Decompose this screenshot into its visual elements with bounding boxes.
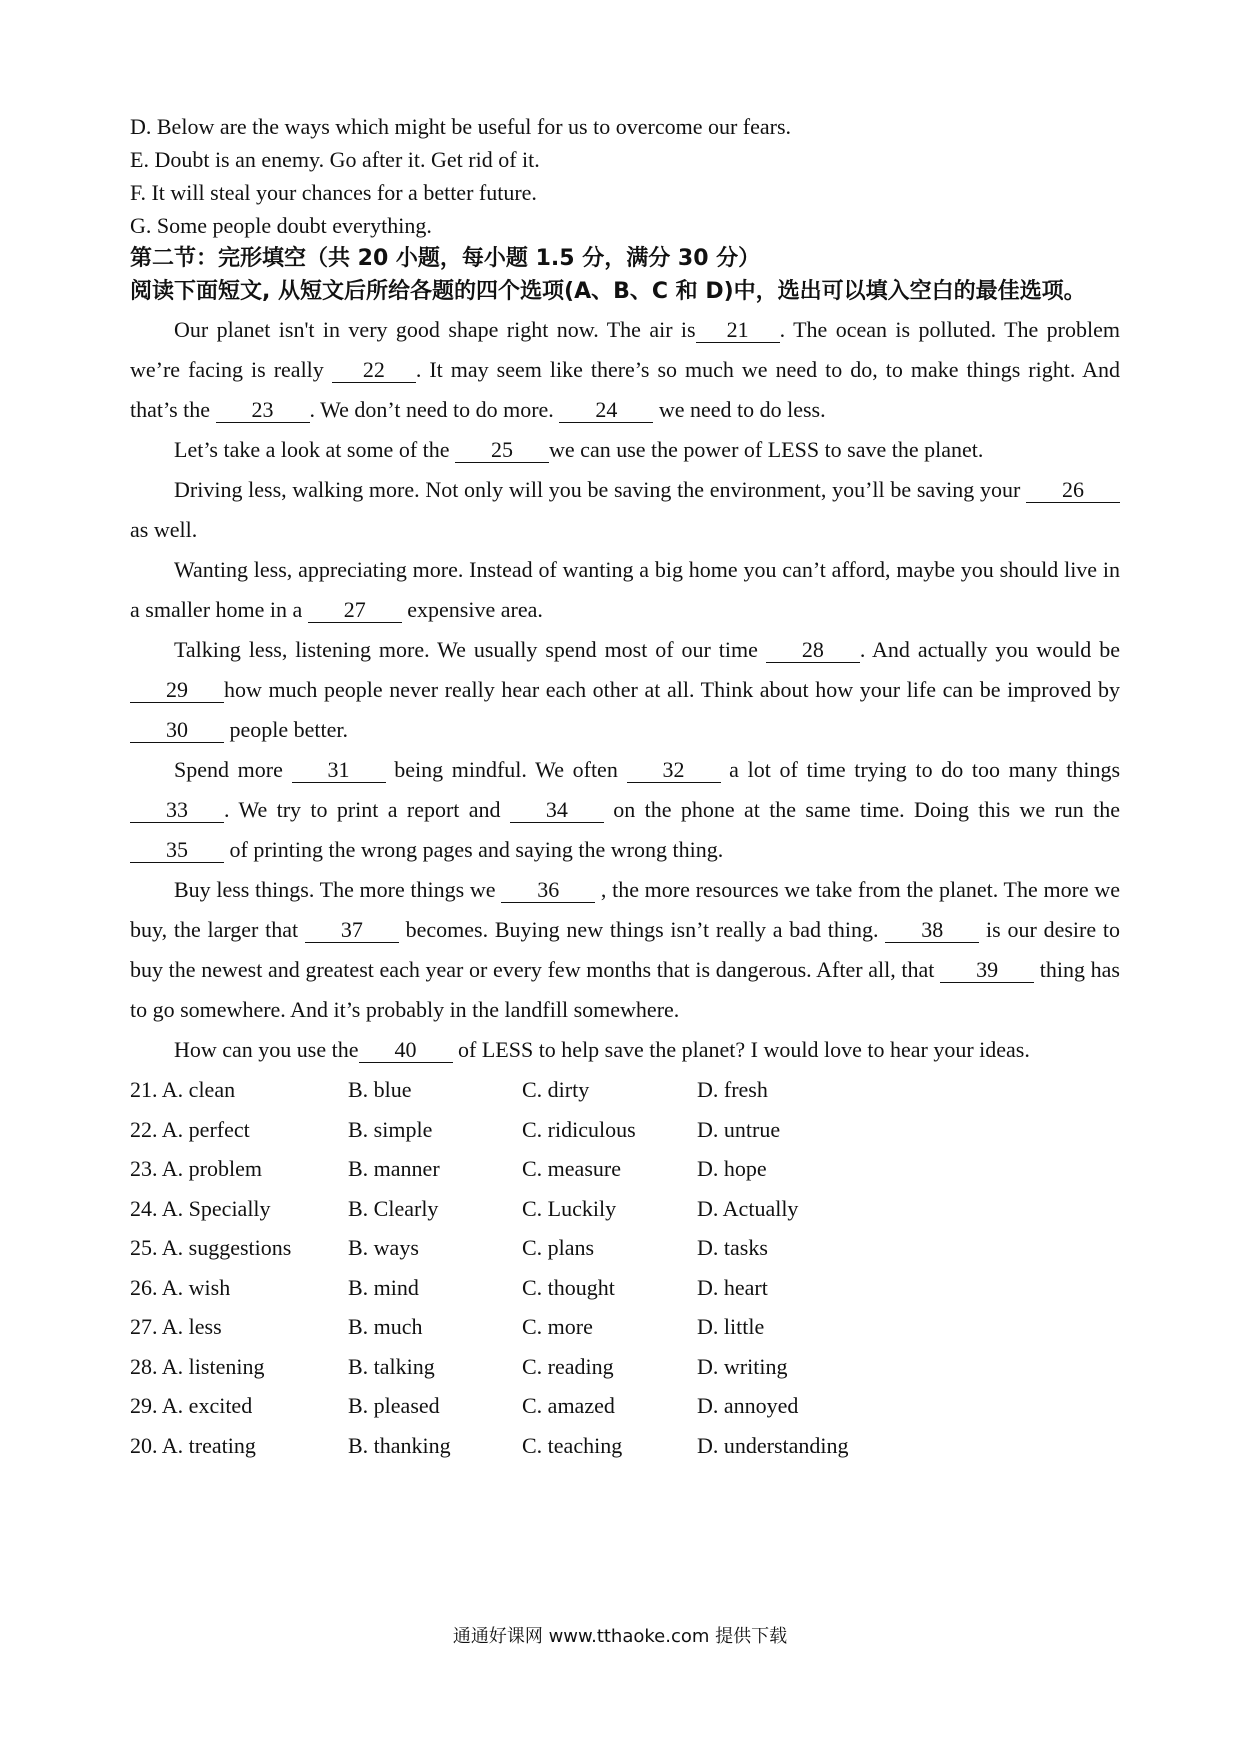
option-b: B. manner <box>348 1156 440 1181</box>
option-a: 20. A. treating <box>130 1432 256 1458</box>
question-row <box>130 1110 1120 1150</box>
text: a lot of time trying to do too many things <box>720 757 1121 782</box>
passage-paragraph-3 <box>130 470 1120 550</box>
option-a: 22. A. perfect <box>130 1116 250 1142</box>
text: we need to do less. <box>653 397 826 422</box>
option-a: 27. A. less <box>130 1314 222 1339</box>
option-d: D. Actually <box>697 1195 799 1221</box>
passage-paragraph-1 <box>130 310 1120 430</box>
text: people better. <box>224 717 349 742</box>
blank-40: 40 <box>359 1038 453 1063</box>
text: , the more resources we take from the planet. The more we buy, the larger that <box>130 877 1120 942</box>
option-d: D. heart <box>697 1274 768 1300</box>
text: . We don’t need to do more. <box>309 397 560 422</box>
text: Our planet isn't in very good shape right now. The air is <box>174 317 696 342</box>
option-d: D. hope <box>697 1156 767 1181</box>
option-c: C. Luckily <box>522 1195 617 1221</box>
intro-options <box>130 110 1120 242</box>
text: . The ocean is polluted. The problem we’re facing is really <box>130 317 1120 382</box>
passage-paragraph-8 <box>130 1030 1120 1070</box>
option-d: D. writing <box>697 1353 788 1379</box>
text: how much people never really hear each other at all. Think about how your life can be improved by <box>224 677 1120 702</box>
text: Buy less things. The more things we <box>174 877 502 902</box>
option-c: C. more <box>522 1314 593 1339</box>
option-a: 29. A. excited <box>130 1393 253 1418</box>
blank-33: 33 <box>130 798 224 823</box>
option-c: C. ridiculous <box>522 1116 636 1142</box>
blank-31: 31 <box>292 758 386 783</box>
text: . And actually you would be <box>859 637 1120 662</box>
blank-32: 32 <box>627 758 721 783</box>
text: Spend more <box>174 757 292 782</box>
text: is our desire to buy the newest and greatest each year or every few months that is dangerous. After all, that <box>130 917 1120 982</box>
passage-paragraph-6 <box>130 750 1120 870</box>
blank-24: 24 <box>559 398 653 423</box>
question-row <box>130 1347 1120 1387</box>
text: on the phone at the same time. Doing this we run the <box>603 797 1121 822</box>
option-a: 25. A. suggestions <box>130 1235 292 1260</box>
option-b: B. mind <box>348 1274 419 1300</box>
option-c: C. thought <box>522 1274 615 1300</box>
blank-25: 25 <box>455 438 549 463</box>
question-row <box>130 1189 1120 1229</box>
blank-35: 35 <box>130 838 224 863</box>
text: of LESS to help save the planet? I would love to hear your ideas. <box>452 1037 1030 1062</box>
option-a: 26. A. wish <box>130 1274 231 1300</box>
document-page <box>130 110 1120 1465</box>
text: Wanting less, appreciating more. Instead of wanting a big home you can’t afford, maybe you should live in a smaller home in a <box>130 557 1120 622</box>
blank-26: 26 <box>1026 478 1120 503</box>
section-title: 第二节：完形填空（共 20 小题，每小题 1.5 分，满分 30 分） <box>130 246 761 271</box>
section-instruction: 阅读下面短文, 从短文后所给各题的四个选项(A、B、C 和 D)中，选出可以填入空白的最佳选项。 <box>130 279 1086 304</box>
option-c: C. amazed <box>522 1393 615 1418</box>
option-a: 28. A. listening <box>130 1353 265 1379</box>
question-options <box>130 1070 1120 1465</box>
text: . It may seem like there’s so much we need to do, to make things right. And that’s the <box>130 357 1120 422</box>
text: Driving less, walking more. Not only will you be saving the environment, you’ll be saving your <box>174 477 1026 502</box>
option-b: B. Clearly <box>348 1195 439 1221</box>
page-footer: 通通好课网 www.tthaoke.com 提供下载 <box>452 1626 788 1647</box>
question-row <box>130 1070 1120 1110</box>
option-c: C. reading <box>522 1353 614 1379</box>
option-b: B. simple <box>348 1116 433 1142</box>
blank-23: 23 <box>216 398 310 423</box>
question-row <box>130 1268 1120 1308</box>
text: being mindful. We often <box>385 757 627 782</box>
question-row <box>130 1307 1120 1347</box>
text: How can you use the <box>174 1037 359 1062</box>
option-c: C. measure <box>522 1156 621 1181</box>
option-line-e: E. Doubt is an enemy. Go after it. Get rid of it. <box>130 147 540 172</box>
blank-39: 39 <box>940 958 1034 983</box>
option-b: B. much <box>348 1314 423 1339</box>
blank-28: 28 <box>766 638 860 663</box>
passage-paragraph-5 <box>130 630 1120 750</box>
option-b: B. thanking <box>348 1432 451 1458</box>
option-d: D. annoyed <box>697 1393 799 1418</box>
option-d: D. understanding <box>697 1432 849 1458</box>
option-line-f: F. It will steal your chances for a better future. <box>130 180 537 205</box>
passage-paragraph-2 <box>130 430 1120 470</box>
blank-30: 30 <box>130 718 224 743</box>
blank-29: 29 <box>130 678 224 703</box>
question-row <box>130 1149 1120 1189</box>
blank-34: 34 <box>510 798 604 823</box>
option-d: D. fresh <box>697 1077 768 1102</box>
option-d: D. untrue <box>697 1116 781 1142</box>
blank-27: 27 <box>308 598 402 623</box>
option-d: D. tasks <box>697 1235 768 1260</box>
text: Talking less, listening more. We usually spend most of our time <box>174 637 766 662</box>
option-a: 21. A. clean <box>130 1077 236 1102</box>
question-row <box>130 1426 1120 1466</box>
text: expensive area. <box>401 597 543 622</box>
blank-36: 36 <box>501 878 595 903</box>
cloze-passage <box>130 310 1120 1070</box>
option-line-g: G. Some people doubt everything. <box>130 213 432 238</box>
text: of printing the wrong pages and saying the wrong thing. <box>224 837 724 862</box>
option-c: C. teaching <box>522 1432 623 1458</box>
option-d: D. little <box>697 1314 765 1339</box>
option-b: B. blue <box>348 1077 412 1102</box>
blank-38: 38 <box>885 918 979 943</box>
text: we can use the power of LESS to save the planet. <box>549 437 984 462</box>
passage-paragraph-4 <box>130 550 1120 630</box>
passage-paragraph-7 <box>130 870 1120 1030</box>
text: becomes. Buying new things isn’t really a bad thing. <box>398 917 886 942</box>
option-b: B. ways <box>348 1235 419 1260</box>
text: Let’s take a look at some of the <box>174 437 456 462</box>
blank-37: 37 <box>305 918 399 943</box>
option-c: C. plans <box>522 1235 595 1260</box>
text: . We try to print a report and <box>224 797 510 822</box>
text: thing has to go somewhere. And it’s probably in the landfill somewhere. <box>130 957 1120 1022</box>
blank-21: 21 <box>696 318 780 343</box>
question-row <box>130 1228 1120 1268</box>
option-a: 24. A. Specially <box>130 1195 271 1221</box>
option-c: C. dirty <box>522 1077 590 1102</box>
option-b: B. pleased <box>348 1393 440 1418</box>
question-row <box>130 1386 1120 1426</box>
text: as well. <box>130 517 198 542</box>
blank-22: 22 <box>332 358 416 383</box>
option-a: 23. A. problem <box>130 1156 262 1181</box>
option-line-d: D. Below are the ways which might be useful for us to overcome our fears. <box>130 114 792 139</box>
option-b: B. talking <box>348 1353 435 1379</box>
